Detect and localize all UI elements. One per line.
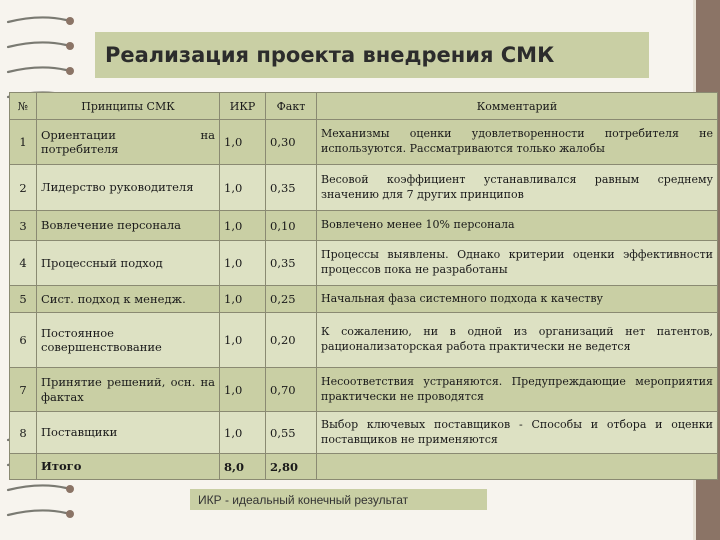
table-row — [10, 412, 718, 454]
page-title: Реализация проекта внедрения СМК — [105, 43, 555, 67]
cell-ikr: 1,0 — [220, 313, 266, 368]
cell-comment: Процессы выявлены. Однако критерии оценки эффективности процессов пока не разработаны — [317, 241, 718, 286]
cell-ikr: 1,0 — [220, 120, 266, 165]
cell-fact: 0,30 — [266, 120, 317, 165]
total-ikr: 8,0 — [220, 454, 266, 480]
header-comment: Комментарий — [317, 93, 718, 120]
cell-principle: Ориентации на потребителя — [37, 120, 220, 165]
cell-num: 6 — [10, 313, 37, 368]
cell-ikr: 1,0 — [220, 412, 266, 454]
cell-fact: 0,20 — [266, 313, 317, 368]
table-row — [10, 313, 718, 368]
cell-ikr: 1,0 — [220, 241, 266, 286]
total-row — [10, 454, 718, 480]
table-row — [10, 211, 718, 241]
cell-num: 2 — [10, 165, 37, 211]
table-row — [10, 241, 718, 286]
cell-ikr: 1,0 — [220, 165, 266, 211]
cell-comment — [317, 454, 718, 480]
header-fact: Факт — [266, 93, 317, 120]
cell-comment: Весовой коэффициент устанавливался равным среднему значению для 7 других принципов — [317, 165, 718, 211]
cell-comment: Несоответствия устраняются. Предупреждающие мероприятия практически не проводятся — [317, 368, 718, 412]
cell-num: 3 — [10, 211, 37, 241]
principles-table — [9, 92, 718, 480]
table-row — [10, 165, 718, 211]
cell-comment: Вовлечено менее 10% персонала — [317, 211, 718, 241]
cell-principle: Процессный подход — [37, 241, 220, 286]
total-label: Итого — [37, 454, 220, 480]
cell-num: 5 — [10, 286, 37, 313]
table-row — [10, 120, 718, 165]
total-fact: 2,80 — [266, 454, 317, 480]
title-banner — [95, 32, 649, 78]
cell-principle: Поставщики — [37, 412, 220, 454]
cell-principle: Вовлечение персонала — [37, 211, 220, 241]
cell-fact: 0,70 — [266, 368, 317, 412]
cell-ikr: 1,0 — [220, 368, 266, 412]
cell-comment: К сожалению, ни в одной из организаций нет патентов, рационализаторская работа практически не ведется — [317, 313, 718, 368]
cell-principle: Постоянное совершенствование — [37, 313, 220, 368]
cell-fact: 0,10 — [266, 211, 317, 241]
cell-num: 4 — [10, 241, 37, 286]
cell-comment: Выбор ключевых поставщиков - Способы и отбора и оценки поставщиков не применяются — [317, 412, 718, 454]
cell-num: 8 — [10, 412, 37, 454]
cell-comment: Начальная фаза системного подхода к качеству — [317, 286, 718, 313]
table-row — [10, 286, 718, 313]
header-num: № — [10, 93, 37, 120]
header-principle: Принципы СМК — [37, 93, 220, 120]
cell-comment: Механизмы оценки удовлетворенности потребителя не используются. Рассматриваются только жалобы — [317, 120, 718, 165]
cell-num: 1 — [10, 120, 37, 165]
cell-fact: 0,35 — [266, 165, 317, 211]
cell-ikr: 1,0 — [220, 211, 266, 241]
cell-fact: 0,25 — [266, 286, 317, 313]
cell-num — [10, 454, 37, 480]
cell-principle: Сист. подход к менедж. — [37, 286, 220, 313]
table-row — [10, 368, 718, 412]
cell-fact: 0,55 — [266, 412, 317, 454]
cell-fact: 0,35 — [266, 241, 317, 286]
cell-ikr: 1,0 — [220, 286, 266, 313]
footnote: ИКР - идеальный конечный результат — [190, 489, 487, 510]
cell-principle: Лидерство руководителя — [37, 165, 220, 211]
cell-principle: Принятие решений, осн. на фактах — [37, 368, 220, 412]
header-ikr: ИКР — [220, 93, 266, 120]
cell-num: 7 — [10, 368, 37, 412]
table-header-row — [10, 93, 718, 120]
